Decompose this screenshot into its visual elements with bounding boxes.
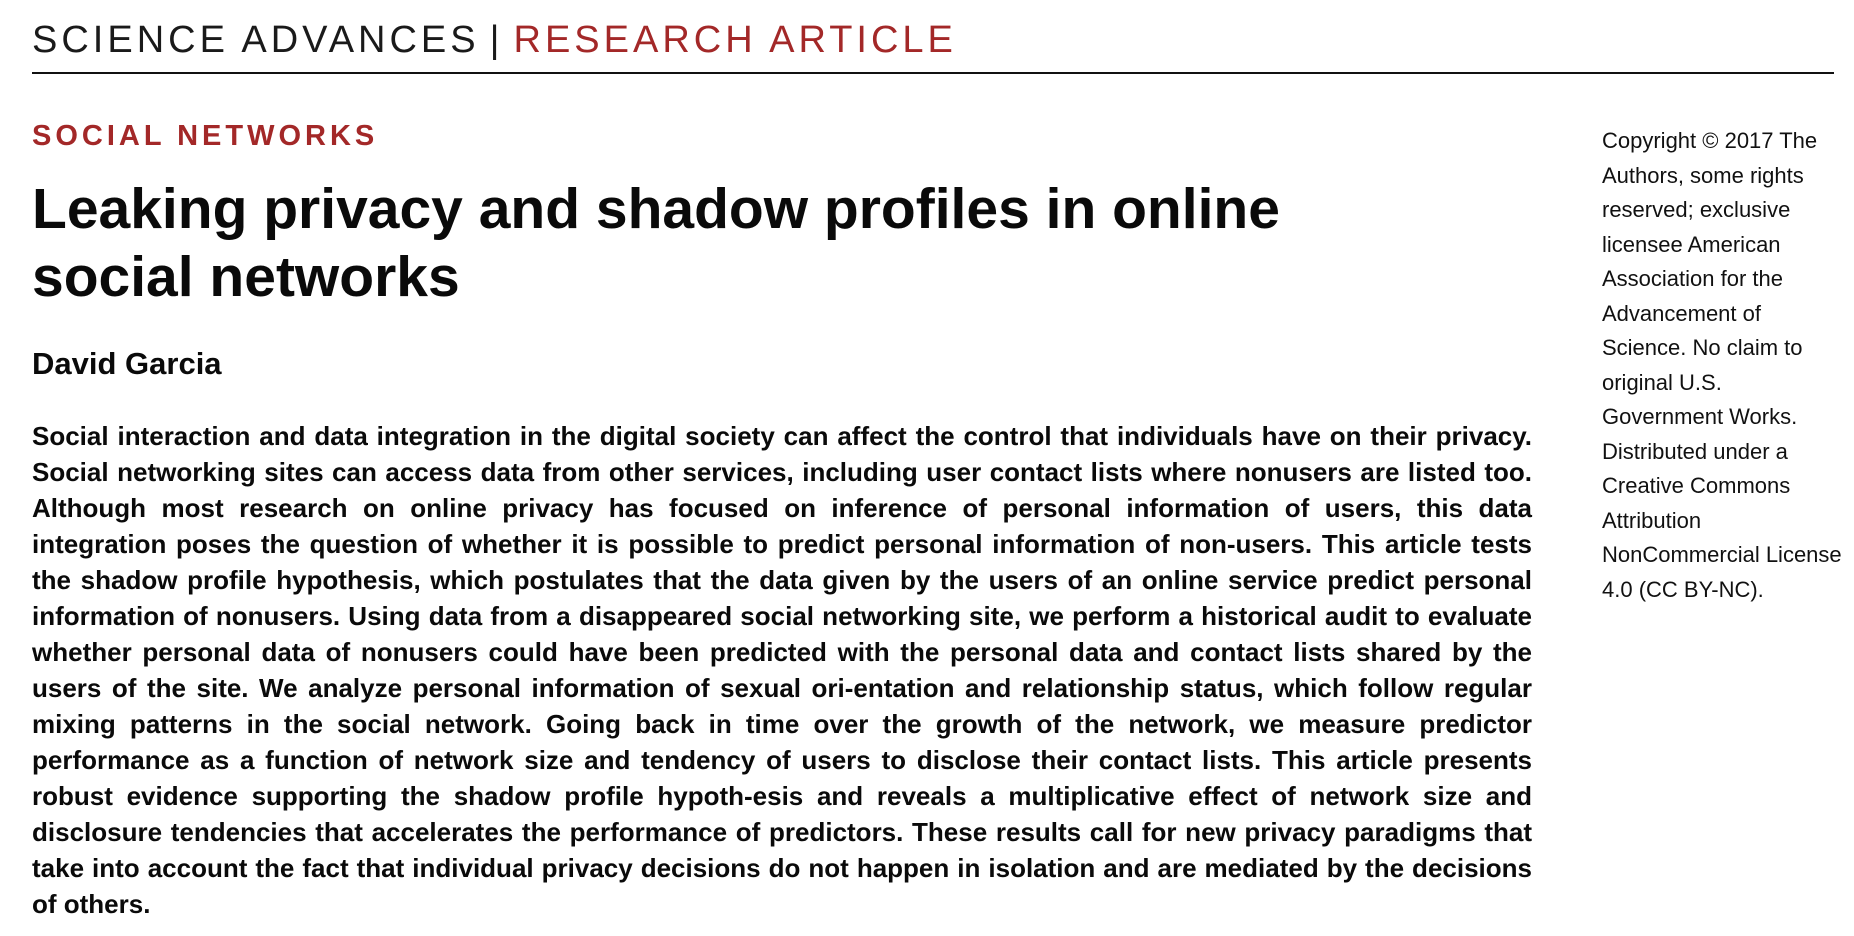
article-type-label: RESEARCH ARTICLE bbox=[513, 19, 957, 61]
header-separator: | bbox=[489, 19, 500, 61]
copyright-notice: Copyright © 2017 The Authors, some rights reserved; exclusive licensee American Association for the Advancement of Science. No claim to original U.S. Government Works. Distributed under a Creative Commons Attribution NonCommercial License 4.0 (CC BY-NC). bbox=[1602, 128, 1842, 602]
author-name: David Garcia bbox=[32, 346, 222, 381]
journal-header bbox=[32, 16, 957, 64]
section-label: SOCIAL NETWORKS bbox=[32, 120, 379, 152]
article-title: Leaking privacy and shadow profiles in online social networks bbox=[32, 177, 1280, 309]
journal-name: SCIENCE ADVANCES bbox=[32, 19, 480, 61]
abstract: Social interaction and data integration in the digital society can affect the control that individuals have on their privacy. Social networking sites can access data from other services, including user contact lists where nonusers are listed too. Although most research on online privacy has focused on inference of personal information of users, this data integration poses the question of whether it is possible to predict personal information of non-users. This article tests the shadow profile hypothesis, which postulates that the data given by the users of an online service predict personal information of nonusers. Using data from a disappeared social networking site, we perform a historical audit to evaluate whether personal data of nonusers could have been predicted with the personal data and contact lists shared by the users of the site. We analyze personal information of sexual ori-entation and relationship status, which follow regular mixing patterns in the social network. Going back in time over the growth of the network, we measure predictor performance as a function of network size and tendency of users to disclose their contact lists. This article presents robust evidence supporting the shadow profile hypoth-esis and reveals a multiplicative effect of network size and disclosure tendencies that accelerates the performance of predictors. These results call for new privacy paradigms that take into account the fact that individual privacy decisions do not happen in isolation and are mediated by the decisions of others. bbox=[32, 421, 1532, 919]
header-divider bbox=[32, 72, 1834, 74]
